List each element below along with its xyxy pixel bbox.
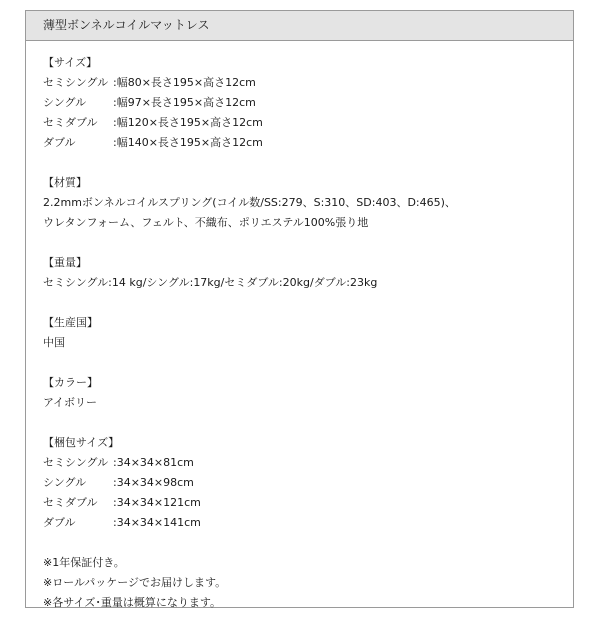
material-heading: 【材質】 — [43, 176, 87, 189]
size-value: :幅80×長さ195×高さ12cm — [113, 76, 256, 89]
spec-body — [26, 41, 573, 613]
origin-value: 中国 — [43, 336, 65, 349]
weight-heading: 【重量】 — [43, 256, 87, 269]
size-label: セミダブル — [43, 116, 98, 129]
note-line: ※各サイズ･重量は概算になります。 — [43, 596, 221, 609]
package-label: セミシングル — [43, 456, 109, 469]
panel-title: 薄型ボンネルコイルマットレス — [26, 11, 573, 41]
size-row — [43, 133, 573, 153]
package-row — [43, 513, 573, 533]
package-label: シングル — [43, 476, 87, 489]
package-value: :34×34×141cm — [113, 516, 201, 529]
color-heading: 【カラー】 — [43, 376, 98, 389]
size-value: :幅120×長さ195×高さ12cm — [113, 116, 263, 129]
package-row — [43, 493, 573, 513]
weight-line: セミシングル:14 kg/シングル:17kg/セミダブル:20kg/ダブル:23kg — [43, 276, 378, 289]
size-section — [43, 53, 573, 153]
note-line: ※ロールパッケージでお届けします。 — [43, 576, 227, 589]
notes-section — [43, 553, 573, 613]
package-label: ダブル — [43, 516, 76, 529]
size-value: :幅97×長さ195×高さ12cm — [113, 96, 256, 109]
size-row — [43, 73, 573, 93]
package-value: :34×34×121cm — [113, 496, 201, 509]
origin-heading: 【生産国】 — [43, 316, 98, 329]
size-label: ダブル — [43, 136, 76, 149]
size-label: シングル — [43, 96, 87, 109]
package-row — [43, 453, 573, 473]
color-value: アイボリー — [43, 396, 98, 409]
weight-section — [43, 253, 573, 293]
size-row — [43, 93, 573, 113]
package-section — [43, 433, 573, 533]
package-value: :34×34×98cm — [113, 476, 194, 489]
color-section — [43, 373, 573, 413]
material-section — [43, 173, 573, 233]
size-heading: 【サイズ】 — [43, 56, 98, 69]
package-row — [43, 473, 573, 493]
size-label: セミシングル — [43, 76, 109, 89]
package-value: :34×34×81cm — [113, 456, 194, 469]
material-line: ウレタンフォーム、フェルト、不織布、ポリエステル100%張り地 — [43, 216, 369, 229]
note-line: ※1年保証付き。 — [43, 556, 125, 569]
size-value: :幅140×長さ195×高さ12cm — [113, 136, 263, 149]
package-label: セミダブル — [43, 496, 98, 509]
spec-panel — [25, 10, 574, 608]
material-line: 2.2mmボンネルコイルスプリング(コイル数/SS:279、S:310、SD:403、D:465)、 — [43, 196, 456, 209]
package-heading: 【梱包サイズ】 — [43, 436, 120, 449]
size-row — [43, 113, 573, 133]
origin-section — [43, 313, 573, 353]
